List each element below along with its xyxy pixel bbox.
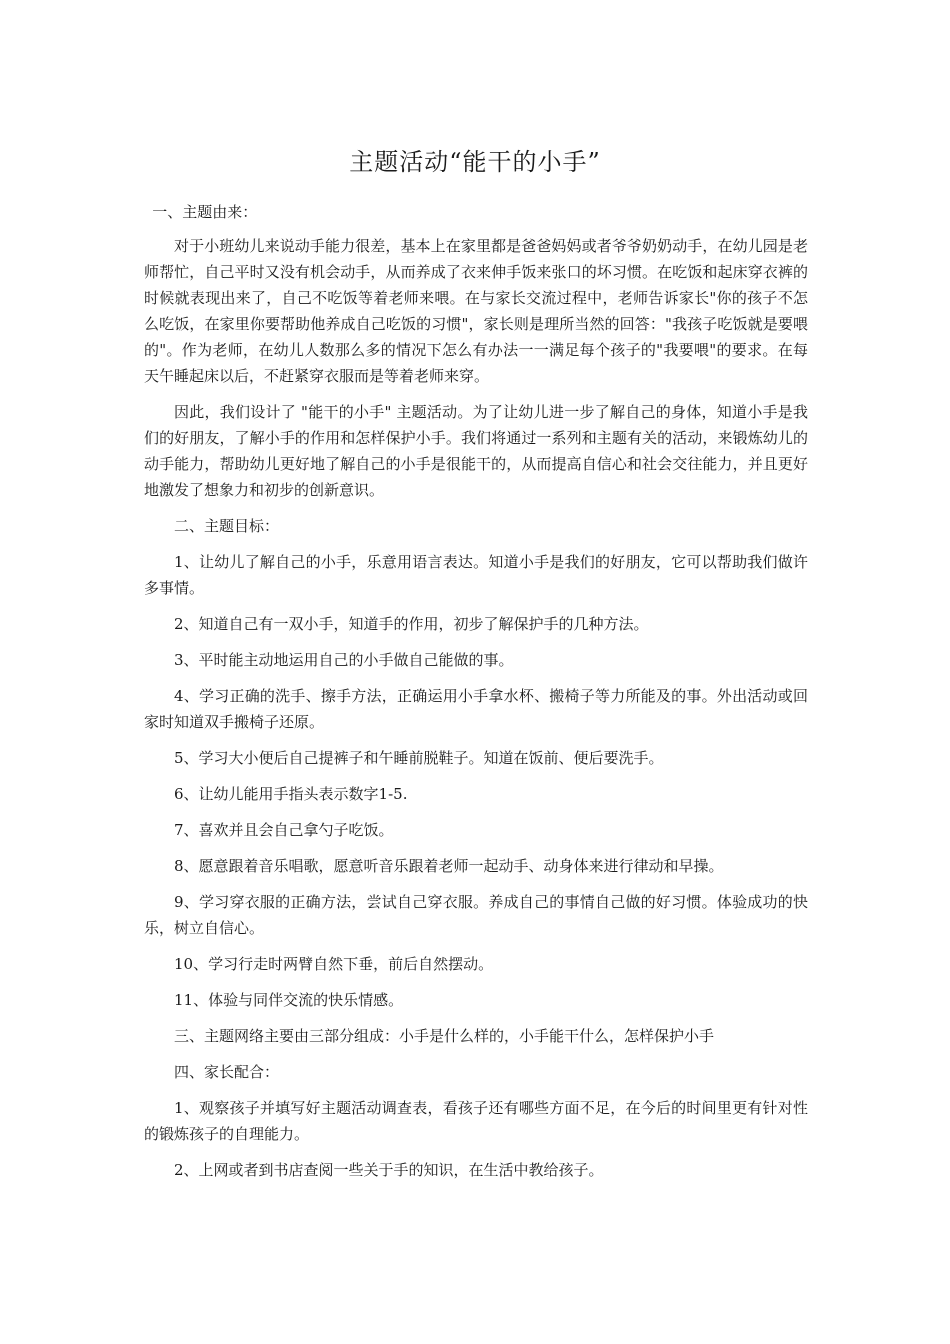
goal-item-9: 9、学习穿衣服的正确方法，尝试自己穿衣服。养成自己的事情自己做的好习惯。体验成功的快乐，树立自信心。 xyxy=(144,893,808,937)
goal-item-8: 8、愿意跟着音乐唱歌，愿意听音乐跟着老师一起动手、动身体来进行律动和早操。 xyxy=(174,857,724,875)
document-body xyxy=(144,199,808,1193)
paragraph-origin-1: 对于小班幼儿来说动手能力很差，基本上在家里都是爸爸妈妈或者爷爷奶奶动手，在幼儿园是老师帮忙，自己平时又没有机会动手，从而养成了衣来伸手饭来张口的坏习惯。在吃饭和起床穿衣裤的时候就表现出来了，自己不吃饭等着老师来喂。在与家长交流过程中，老师告诉家长"你的孩子不怎么吃饭，在家里你要帮助他养成自己吃饭的习惯"，家长则是理所当然的回答："我孩子吃饭就是要喂的"。作为老师，在幼儿人数那么多的情况下怎么有办法一一满足每个孩子的"我要喂"的要求。在每天午睡起床以后，不赶紧穿衣服而是等着老师来穿。 xyxy=(144,237,808,385)
goal-item-5: 5、学习大小便后自己提裤子和午睡前脱鞋子。知道在饭前、便后要洗手。 xyxy=(174,749,664,767)
parent-item-2: 2、上网或者到书店查阅一些关于手的知识，在生活中教给孩子。 xyxy=(174,1161,604,1179)
goal-item-3: 3、平时能主动地运用自己的小手做自己能做的事。 xyxy=(174,651,514,669)
goal-item-1: 1、让幼儿了解自己的小手，乐意用语言表达。知道小手是我们的好朋友，它可以帮助我们做许多事情。 xyxy=(144,553,808,597)
section-heading-network: 三、主题网络主要由三部分组成：小手是什么样的，小手能干什么，怎样保护小手 xyxy=(174,1027,715,1045)
section-heading-parents: 四、家长配合： xyxy=(174,1063,280,1081)
goal-item-11: 11、体验与同伴交流的快乐情感。 xyxy=(174,991,404,1009)
parent-item-1: 1、观察孩子并填写好主题活动调查表，看孩子还有哪些方面不足，在今后的时间里更有针对性的锻炼孩子的自理能力。 xyxy=(144,1099,808,1143)
goal-item-2: 2、知道自己有一双小手，知道手的作用，初步了解保护手的几种方法。 xyxy=(174,615,649,633)
paragraph-origin-2: 因此，我们设计了 "能干的小手" 主题活动。为了让幼儿进一步了解自己的身体，知道小手是我们的好朋友，了解小手的作用和怎样保护小手。我们将通过一系列和主题有关的活动，来锻炼幼儿的动手能力，帮助幼儿更好地了解自己的小手是很能干的，从而提高自信心和社会交往能力，并且更好地激发了想象力和初步的创新意识。 xyxy=(144,403,808,499)
section-heading-goals: 二、主题目标： xyxy=(174,517,280,535)
goal-item-6: 6、让幼儿能用手指头表示数字1-5. xyxy=(174,785,408,803)
section-heading-origin: 一、主题由来： xyxy=(152,203,258,221)
goal-item-7: 7、喜欢并且会自己拿勺子吃饭。 xyxy=(174,821,394,839)
goal-item-10: 10、学习行走时两臂自然下垂，前后自然摆动。 xyxy=(174,955,494,973)
document-title: 主题活动“能干的小手” xyxy=(349,148,601,176)
goal-item-4: 4、学习正确的洗手、擦手方法，正确运用小手拿水杯、搬椅子等力所能及的事。外出活动或回家时知道双手搬椅子还原。 xyxy=(144,687,808,731)
